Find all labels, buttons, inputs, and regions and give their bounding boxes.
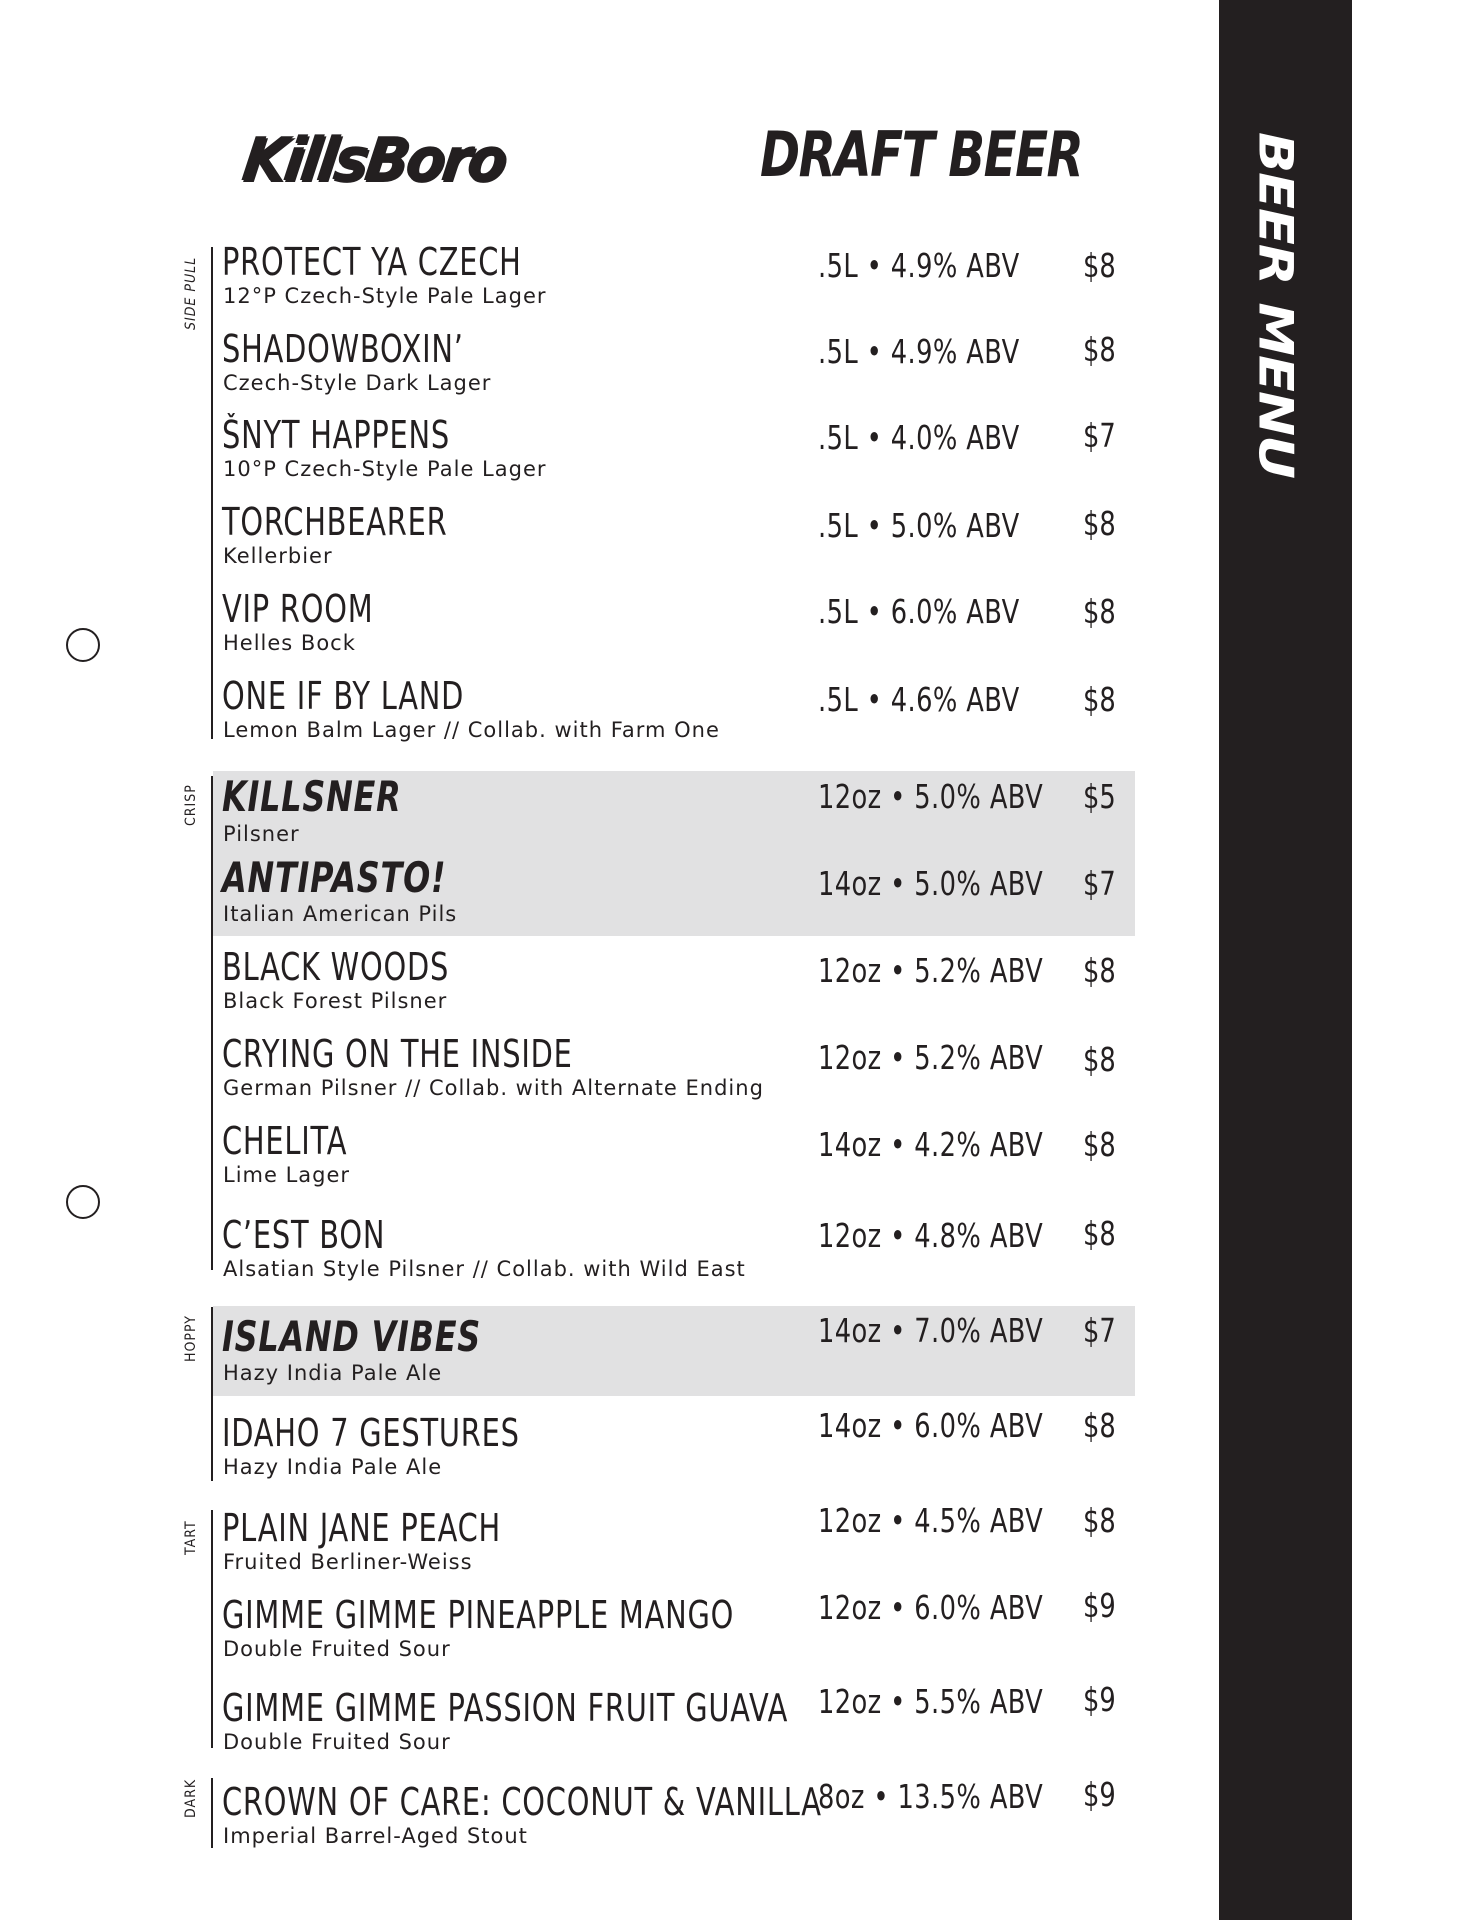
beer-price: $5 bbox=[1083, 777, 1116, 816]
section-label-tart: TART bbox=[183, 1520, 199, 1555]
beer-style: Italian American Pils bbox=[223, 902, 458, 926]
section-bar-crisp bbox=[211, 776, 213, 1270]
beer-price: $7 bbox=[1083, 1311, 1116, 1350]
beer-meta: .5L • 4.6% ABV bbox=[818, 680, 1020, 719]
beer-name: ANTIPASTO! bbox=[222, 853, 447, 902]
beer-price: $7 bbox=[1083, 416, 1116, 455]
beer-style: Lime Lager bbox=[223, 1163, 351, 1187]
beer-name: PLAIN JANE PEACH bbox=[222, 1506, 501, 1550]
section-label-crisp: CRISP bbox=[183, 784, 199, 826]
beer-style: Fruited Berliner-Weiss bbox=[223, 1550, 473, 1574]
beer-name: ISLAND VIBES bbox=[222, 1312, 482, 1361]
beer-name: CRYING ON THE INSIDE bbox=[222, 1032, 573, 1076]
beer-meta: .5L • 4.0% ABV bbox=[818, 418, 1020, 457]
beer-price: $7 bbox=[1083, 864, 1116, 903]
beer-name: TORCHBEARER bbox=[222, 500, 448, 544]
section-label-side-pull: SIDE PULL bbox=[183, 256, 199, 330]
section-label-dark: DARK bbox=[183, 1778, 199, 1818]
beer-price: $8 bbox=[1083, 246, 1116, 285]
section-label-hoppy: HOPPY bbox=[183, 1315, 199, 1362]
punch-hole-top bbox=[66, 628, 100, 662]
section-bar-dark bbox=[211, 1778, 213, 1848]
beer-price: $8 bbox=[1083, 1214, 1116, 1253]
beer-price: $8 bbox=[1083, 1501, 1116, 1540]
section-bar-side-pull bbox=[211, 247, 213, 739]
beer-name: SHADOWBOXIN’ bbox=[222, 327, 464, 371]
punch-hole-bottom bbox=[66, 1185, 100, 1219]
beer-price: $8 bbox=[1083, 951, 1116, 990]
beer-name: GIMME GIMME PASSION FRUIT GUAVA bbox=[222, 1686, 789, 1730]
beer-style: Czech-Style Dark Lager bbox=[223, 371, 492, 395]
beer-meta: 8oz • 13.5% ABV bbox=[818, 1777, 1044, 1816]
beer-meta: .5L • 6.0% ABV bbox=[818, 592, 1020, 631]
side-title: BEER MENU bbox=[1248, 132, 1304, 478]
beer-style: Black Forest Pilsner bbox=[223, 989, 448, 1013]
beer-meta: 12oz • 6.0% ABV bbox=[818, 1588, 1044, 1627]
beer-style: Helles Bock bbox=[223, 631, 356, 655]
beer-meta: 14oz • 6.0% ABV bbox=[818, 1406, 1044, 1445]
beer-meta: 12oz • 5.5% ABV bbox=[818, 1682, 1044, 1721]
beer-price: $8 bbox=[1083, 1406, 1116, 1445]
beer-price: $8 bbox=[1083, 1125, 1116, 1164]
beer-price: $9 bbox=[1083, 1586, 1116, 1625]
beer-meta: 12oz • 5.2% ABV bbox=[818, 1038, 1044, 1077]
beer-meta: 14oz • 7.0% ABV bbox=[818, 1311, 1044, 1350]
beer-name: ŠNYT HAPPENS bbox=[222, 413, 451, 457]
beer-style: Double Fruited Sour bbox=[223, 1730, 451, 1754]
brand-logo-text: KillsBoro bbox=[238, 125, 509, 195]
beer-name: CROWN OF CARE: COCONUT & VANILLA bbox=[222, 1780, 822, 1824]
beer-name: ONE IF BY LAND bbox=[222, 674, 465, 718]
section-bar-hoppy bbox=[211, 1307, 213, 1481]
beer-price: $9 bbox=[1083, 1680, 1116, 1719]
beer-price: $8 bbox=[1083, 680, 1116, 719]
beer-style: Kellerbier bbox=[223, 544, 333, 568]
beer-style: Double Fruited Sour bbox=[223, 1637, 451, 1661]
beer-meta: 14oz • 4.2% ABV bbox=[818, 1125, 1044, 1164]
beer-price: $8 bbox=[1083, 504, 1116, 543]
beer-name: CHELITA bbox=[222, 1119, 348, 1163]
beer-style: Hazy India Pale Ale bbox=[223, 1455, 443, 1479]
beer-meta: .5L • 4.9% ABV bbox=[818, 332, 1020, 371]
beer-style: 10°P Czech-Style Pale Lager bbox=[223, 457, 547, 481]
beer-price: $8 bbox=[1083, 1040, 1116, 1079]
beer-price: $9 bbox=[1083, 1775, 1116, 1814]
beer-meta: 12oz • 4.8% ABV bbox=[818, 1216, 1044, 1255]
beer-meta: .5L • 4.9% ABV bbox=[818, 246, 1020, 285]
beer-style: Hazy India Pale Ale bbox=[223, 1361, 443, 1385]
beer-meta: 14oz • 5.0% ABV bbox=[818, 864, 1044, 903]
beer-name: KILLSNER bbox=[222, 772, 402, 821]
beer-style: German Pilsner // Collab. with Alternate Ending bbox=[223, 1076, 764, 1100]
brand-logo bbox=[238, 125, 588, 205]
beer-meta: 12oz • 5.2% ABV bbox=[818, 951, 1044, 990]
beer-style: Pilsner bbox=[223, 822, 300, 846]
beer-price: $8 bbox=[1083, 330, 1116, 369]
beer-name: PROTECT YA CZECH bbox=[222, 240, 522, 284]
beer-name: IDAHO 7 GESTURES bbox=[222, 1411, 520, 1455]
beer-style: 12°P Czech-Style Pale Lager bbox=[223, 284, 547, 308]
beer-meta: 12oz • 4.5% ABV bbox=[818, 1501, 1044, 1540]
beer-meta: 12oz • 5.0% ABV bbox=[818, 777, 1044, 816]
beer-style: Lemon Balm Lager // Collab. with Farm One bbox=[223, 718, 720, 742]
page-title: DRAFT BEER bbox=[760, 118, 1083, 191]
beer-meta: .5L • 5.0% ABV bbox=[818, 506, 1020, 545]
beer-name: VIP ROOM bbox=[222, 587, 374, 631]
beer-name: C’EST BON bbox=[222, 1213, 386, 1257]
section-bar-tart bbox=[211, 1510, 213, 1748]
beer-style: Imperial Barrel-Aged Stout bbox=[223, 1824, 528, 1848]
beer-name: GIMME GIMME PINEAPPLE MANGO bbox=[222, 1593, 735, 1637]
beer-price: $8 bbox=[1083, 592, 1116, 631]
beer-style: Alsatian Style Pilsner // Collab. with Wild East bbox=[223, 1257, 746, 1281]
beer-name: BLACK WOODS bbox=[222, 945, 450, 989]
